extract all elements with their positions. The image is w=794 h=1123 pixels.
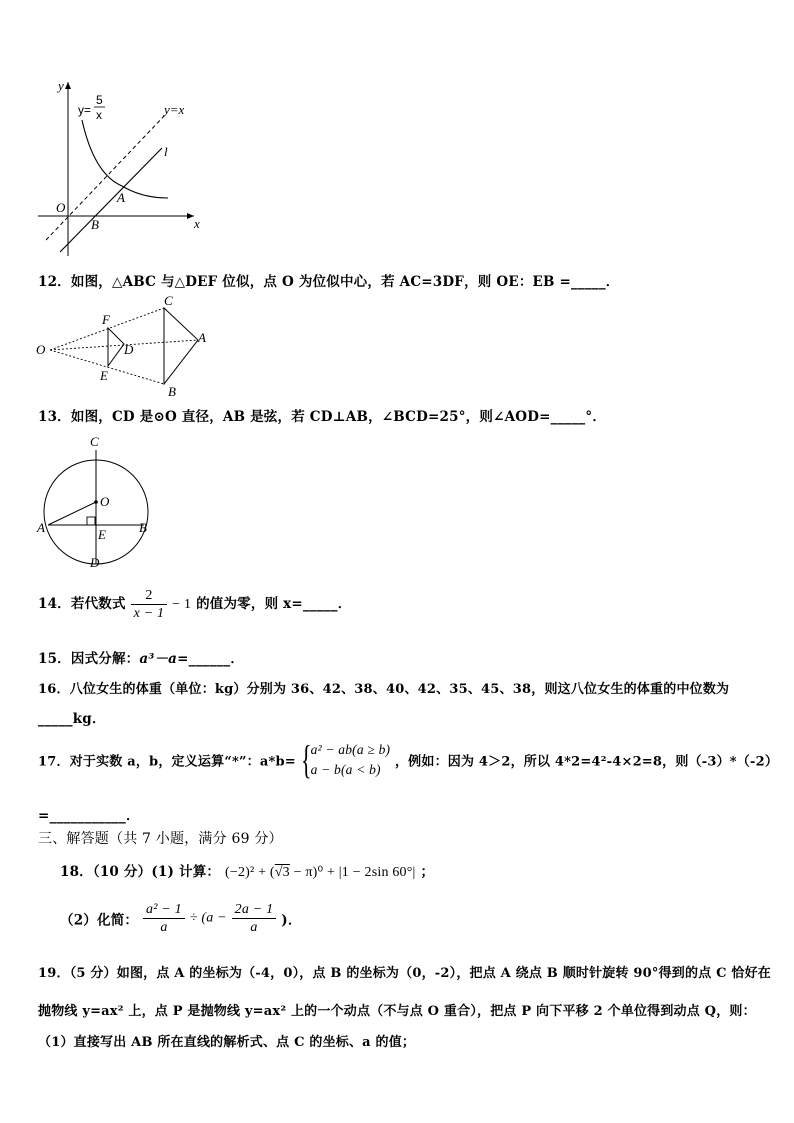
q17-case1: a² − ab(a ≥ b) [310,742,391,757]
q18-expr-b: − π)⁰ + |1 − 2sin 60°| [289,865,416,880]
label-curve-num: 5 [96,93,103,107]
label-y: y [58,78,64,93]
line-y-equals-x [46,114,166,240]
x-axis-arrow [187,213,194,219]
figure-q13 [34,432,158,572]
label-e: E [100,368,108,383]
question-15 [38,647,244,667]
label-f: F [102,312,110,327]
label-o: O [100,494,110,509]
q15-suffix: ______． [188,651,245,667]
q18-sqrt: √3 [274,865,290,880]
question-16-line2: _____kg． [38,711,106,727]
question-13: 13．如图，CD 是⊙O 直径，AB 是弦，若 CD⊥AB，∠BCD=25°，则∠AOD=_____°． [38,409,607,425]
q18-part1-suffix: ； [420,864,435,880]
label-d: D [124,342,134,357]
q15-prefix: 15．因式分解： [38,651,140,667]
q18-frac2 [232,902,277,935]
q14-fraction [131,588,168,621]
question-17 [38,737,779,782]
q18-part2-suffix: )． [281,912,302,929]
label-origin: O [56,200,66,215]
q18-part2-prefix: （2）化简： [60,912,139,929]
label-line-yx: y=x [164,102,185,117]
label-curve-prefix: y= [78,103,92,117]
q14-numerator: 2 [131,588,168,605]
label-a: A [37,520,45,535]
label-x: x [194,216,200,231]
q17-case2: a − b(a < b) [310,762,381,777]
question-19-line2: 抛物线 y=ax² 上，点 P 是抛物线 y=ax² 上的一个动点（不与点 O 重合），把点 P 向下平移 2 个单位得到动点 Q，则： [38,1004,756,1019]
q14-denominator: x − 1 [133,606,165,621]
label-e: E [98,527,106,542]
label-b: B [139,520,147,535]
figure-q12 [34,292,214,402]
question-18-part1 [60,860,434,881]
segment-ao [48,502,96,525]
label-o: O [36,342,46,357]
q14-prefix: 14．若代数式 [38,596,126,612]
q14-suffix: 的值为零，则 x=_____． [196,596,352,612]
right-angle-mark [87,517,95,525]
label-b: B [168,384,176,399]
q17-prefix: 17．对于实数 a，b，定义运算“*”：a*b= [38,754,296,770]
question-19-line1: 19．（5 分）如图，点 A 的坐标为（-4，0），点 B 的坐标为（0，-2），把点 A 绕点 B 顺时针旋转 90°得到的点 C 恰好在 [38,966,772,981]
question-12: 12．如图，△ABC 与△DEF 位似，点 O 为位似中心，若 AC=3DF，则 OE：EB =_____． [38,274,620,290]
question-14 [38,588,351,621]
q18-frac1 [143,902,185,935]
section-3-title: 三、解答题（共 7 小题，满分 69 分） [38,831,283,847]
q18-frac1-num: a² − 1 [143,902,185,919]
question-16-line1: 16．八位女生的体重（单位：kg）分别为 36、42、38、40、42、35、45、38，则这八位女生的体重的中位数为 [38,682,730,697]
label-point-b: B [91,217,99,232]
center-point [94,500,98,504]
q18-frac2-den: a [250,920,258,935]
q15-expr: a³－a= [139,651,189,667]
q18-expr-a: (−2)² + ( [225,865,275,880]
line-l [60,148,162,252]
question-19-line3: （1）直接写出 AB 所在直线的解析式、点 C 的坐标、a 的值； [38,1035,416,1050]
triangle-abc [164,308,198,384]
triangle-def [108,328,124,366]
q14-minus-one: − 1 [172,597,192,612]
label-curve-den: x [96,108,102,122]
q18-part1-prefix: 18．（10 分）(1) 计算： [60,864,221,880]
y-axis-arrow [65,82,71,89]
label-c: C [90,434,99,449]
label-c: C [164,293,173,308]
label-line-l: l [164,144,168,159]
q18-frac2-num: 2a − 1 [232,902,277,919]
q17-suffix: ，例如：因为 4＞2，所以 4*2=4²-4×2=8，则（-3）*（-2） [394,754,779,770]
brace-glyph: { [300,737,312,782]
label-point-a: A [117,190,125,205]
question-17-line2: =___________． [38,808,140,824]
label-d: D [90,555,100,570]
q18-div: ÷ (a − [189,910,227,926]
q17-piecewise [300,737,391,782]
label-a: A [198,330,206,345]
question-18-part2 [60,902,302,935]
figure-q11 [34,74,214,260]
q18-frac1-den: a [160,920,168,935]
